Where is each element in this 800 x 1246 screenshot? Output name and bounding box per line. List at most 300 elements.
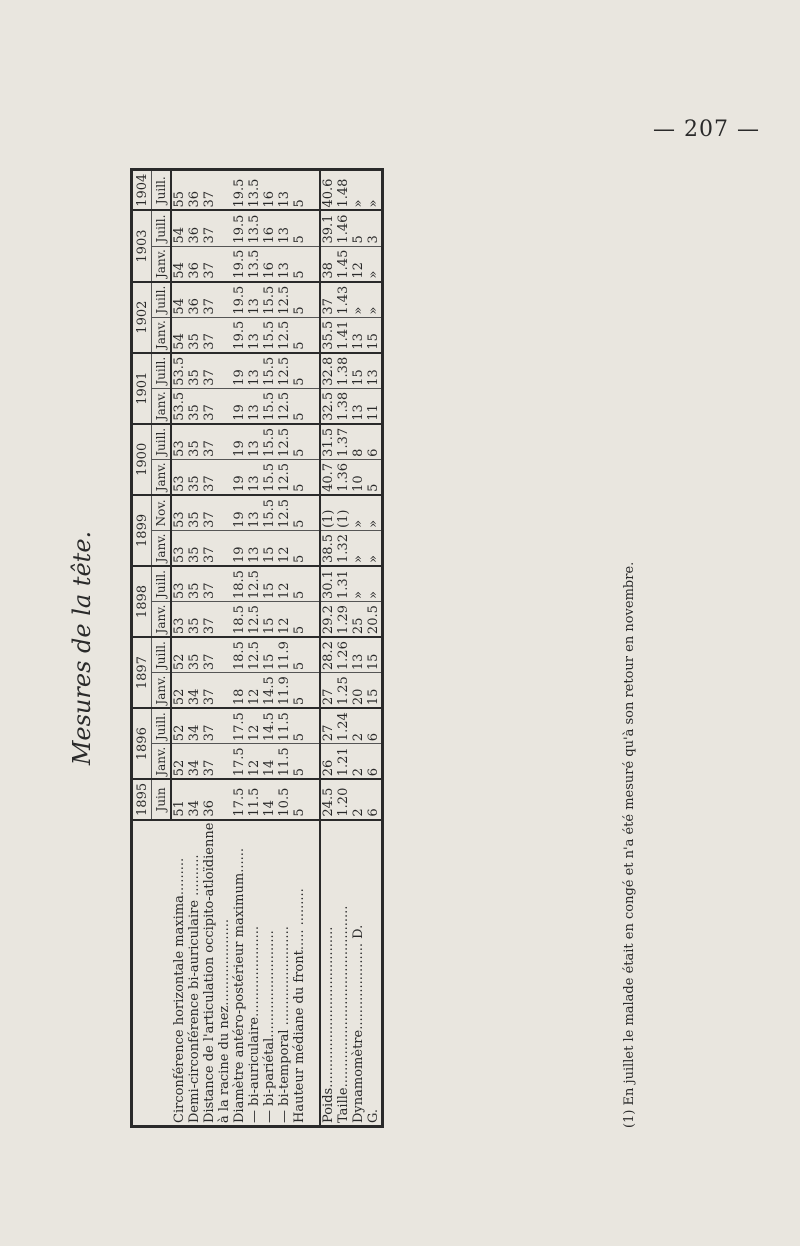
- value-cell: 24.5: [320, 779, 336, 819]
- spacer-cell: [307, 424, 320, 460]
- value-cell: 14: [262, 744, 277, 780]
- value-cell: 54: [171, 282, 187, 318]
- value-cell: [217, 637, 232, 673]
- value-cell: [217, 246, 232, 282]
- value-cell: 37: [202, 637, 217, 673]
- value-cell: 31.5: [320, 424, 336, 460]
- value-cell: (1): [320, 495, 336, 531]
- value-cell: 13.5: [247, 170, 262, 211]
- value-cell: 1.31: [336, 566, 351, 602]
- value-cell: 12: [277, 602, 292, 638]
- spacer-cell: [307, 170, 320, 211]
- table-row: [277, 170, 292, 1127]
- landscape-content: [68, 168, 637, 1128]
- value-cell: 37: [202, 388, 217, 424]
- value-cell: »: [366, 530, 383, 566]
- value-cell: 10.5: [277, 779, 292, 819]
- value-cell: 52: [171, 637, 187, 673]
- value-cell: 12: [247, 744, 262, 780]
- value-cell: 53: [171, 602, 187, 638]
- month-header: Janv.: [152, 744, 172, 780]
- value-cell: 6: [366, 424, 383, 460]
- month-header: Juill.: [152, 708, 172, 744]
- value-cell: 11.9: [277, 673, 292, 709]
- spacer-row: [307, 170, 320, 1127]
- value-cell: 12.5: [277, 282, 292, 318]
- value-cell: 1.25: [336, 673, 351, 709]
- value-cell: 35: [187, 459, 202, 495]
- value-cell: 2: [351, 779, 366, 819]
- value-cell: [217, 673, 232, 709]
- value-cell: 5: [292, 317, 307, 353]
- month-header: Juill.: [152, 637, 172, 673]
- row-label: Poids.......................................: [320, 820, 336, 1127]
- value-cell: 40.6: [320, 170, 336, 211]
- value-cell: 13: [366, 353, 383, 389]
- value-cell: 5: [292, 170, 307, 211]
- row-label: à la racine du nez.....................: [217, 820, 232, 1127]
- value-cell: 11.5: [277, 708, 292, 744]
- value-cell: 17.5: [232, 744, 247, 780]
- spacer-cell: [307, 637, 320, 673]
- value-cell: 34: [187, 708, 202, 744]
- measurements-table: [130, 168, 384, 1128]
- value-cell: 15.5: [262, 459, 277, 495]
- value-cell: 14.5: [262, 673, 277, 709]
- value-cell: 13: [247, 530, 262, 566]
- spacer-cell: [307, 246, 320, 282]
- row-label: — bi-auriculaire......................: [247, 820, 262, 1127]
- value-cell: 15.5: [262, 388, 277, 424]
- value-cell: 12.5: [277, 495, 292, 531]
- value-cell: 15: [262, 530, 277, 566]
- value-cell: 15.5: [262, 424, 277, 460]
- value-cell: 16: [262, 170, 277, 211]
- value-cell: [217, 317, 232, 353]
- row-label: Circonférence horizontale maxima.........: [171, 820, 187, 1127]
- value-cell: 11.5: [247, 779, 262, 819]
- table-row: [187, 170, 202, 1127]
- value-cell: 12.5: [277, 388, 292, 424]
- value-cell: 5: [292, 424, 307, 460]
- value-cell: 37: [202, 602, 217, 638]
- value-cell: 17.5: [232, 708, 247, 744]
- value-cell: 10: [351, 459, 366, 495]
- value-cell: [217, 708, 232, 744]
- value-cell: »: [366, 566, 383, 602]
- table-row: [247, 170, 262, 1127]
- table-row: [202, 170, 217, 1127]
- value-cell: 19: [232, 530, 247, 566]
- value-cell: 2: [351, 708, 366, 744]
- value-cell: 12.5: [277, 353, 292, 389]
- row-label: Taille............................................: [336, 820, 351, 1127]
- value-cell: 15: [366, 673, 383, 709]
- value-cell: 11.9: [277, 637, 292, 673]
- value-cell: 37: [202, 673, 217, 709]
- value-cell: 30.1: [320, 566, 336, 602]
- table-row: [292, 170, 307, 1127]
- row-label: G.: [366, 820, 383, 1127]
- value-cell: 5: [292, 779, 307, 819]
- year-header: 1898: [132, 566, 152, 637]
- value-cell: 37: [202, 566, 217, 602]
- year-header: 1900: [132, 424, 152, 495]
- value-cell: 13: [277, 211, 292, 247]
- month-header: Janv.: [152, 459, 172, 495]
- value-cell: 5: [292, 388, 307, 424]
- value-cell: 1.46: [336, 211, 351, 247]
- year-header: 1903: [132, 211, 152, 282]
- value-cell: 13: [351, 317, 366, 353]
- rotated-table-frame: [68, 168, 637, 1128]
- value-cell: 15: [366, 637, 383, 673]
- value-cell: 32.5: [320, 388, 336, 424]
- spacer-cell: [307, 779, 320, 819]
- value-cell: 35: [187, 637, 202, 673]
- spacer-cell: [307, 282, 320, 318]
- value-cell: 5: [292, 708, 307, 744]
- value-cell: 12.5: [277, 424, 292, 460]
- value-cell: 13: [247, 388, 262, 424]
- value-cell: »: [366, 170, 383, 211]
- table-body: [171, 170, 383, 1127]
- table-row: [262, 170, 277, 1127]
- value-cell: 13: [247, 495, 262, 531]
- value-cell: 26: [320, 744, 336, 780]
- value-cell: 2: [351, 744, 366, 780]
- value-cell: 12: [247, 673, 262, 709]
- value-cell: 1.20: [336, 779, 351, 819]
- value-cell: 36: [187, 211, 202, 247]
- spacer-cell: [307, 353, 320, 389]
- spacer-cell: [307, 602, 320, 638]
- value-cell: 14.5: [262, 708, 277, 744]
- value-cell: 35: [187, 353, 202, 389]
- value-cell: 1.26: [336, 637, 351, 673]
- spacer-cell: [307, 744, 320, 780]
- value-cell: 1.32: [336, 530, 351, 566]
- value-cell: 35: [187, 602, 202, 638]
- value-cell: 18.5: [232, 566, 247, 602]
- value-cell: »: [351, 566, 366, 602]
- table-row: [217, 170, 232, 1127]
- value-cell: 12.5: [247, 602, 262, 638]
- value-cell: 13: [247, 353, 262, 389]
- month-header: Juill.: [152, 566, 172, 602]
- value-cell: 15: [262, 602, 277, 638]
- value-cell: 6: [366, 744, 383, 780]
- month-header: Juill.: [152, 282, 172, 318]
- value-cell: 13.5: [247, 211, 262, 247]
- value-cell: 5: [292, 353, 307, 389]
- month-header: Janv.: [152, 602, 172, 638]
- value-cell: [217, 424, 232, 460]
- value-cell: 40.7: [320, 459, 336, 495]
- value-cell: 54: [171, 317, 187, 353]
- value-cell: 19: [232, 424, 247, 460]
- value-cell: 35: [187, 530, 202, 566]
- value-cell: 37: [202, 424, 217, 460]
- value-cell: 12.5: [247, 566, 262, 602]
- value-cell: 12: [247, 708, 262, 744]
- value-cell: 13: [247, 459, 262, 495]
- value-cell: 1.38: [336, 353, 351, 389]
- value-cell: 27: [320, 708, 336, 744]
- value-cell: 19: [232, 353, 247, 389]
- spacer-cell: [307, 388, 320, 424]
- value-cell: [217, 459, 232, 495]
- value-cell: 54: [171, 211, 187, 247]
- value-cell: 25: [351, 602, 366, 638]
- value-cell: 15: [351, 353, 366, 389]
- value-cell: 35.5: [320, 317, 336, 353]
- value-cell: 19.5: [232, 317, 247, 353]
- value-cell: 37: [202, 708, 217, 744]
- value-cell: 5: [292, 673, 307, 709]
- table-row: [232, 170, 247, 1127]
- value-cell: 52: [171, 744, 187, 780]
- value-cell: 13: [247, 424, 262, 460]
- value-cell: 12.5: [277, 317, 292, 353]
- value-cell: 19: [232, 388, 247, 424]
- value-cell: 34: [187, 673, 202, 709]
- value-cell: [217, 388, 232, 424]
- value-cell: 5: [351, 211, 366, 247]
- spacer-cell: [307, 708, 320, 744]
- value-cell: 1.36: [336, 459, 351, 495]
- spacer-cell: [307, 459, 320, 495]
- value-cell: 37: [202, 211, 217, 247]
- table-row: [336, 170, 351, 1127]
- value-cell: 37: [320, 282, 336, 318]
- value-cell: [217, 530, 232, 566]
- month-header: Juill.: [152, 170, 172, 211]
- value-cell: »: [351, 170, 366, 211]
- month-header: Janv.: [152, 530, 172, 566]
- value-cell: 12: [277, 566, 292, 602]
- spacer-cell: [307, 530, 320, 566]
- year-header: 1902: [132, 282, 152, 353]
- value-cell: [217, 495, 232, 531]
- value-cell: 6: [366, 708, 383, 744]
- value-cell: 5: [292, 530, 307, 566]
- table-row: [320, 170, 336, 1127]
- value-cell: 53: [171, 459, 187, 495]
- value-cell: 13: [277, 170, 292, 211]
- value-cell: 1.41: [336, 317, 351, 353]
- spacer-cell: [307, 211, 320, 247]
- value-cell: 39.1: [320, 211, 336, 247]
- year-header: 1901: [132, 353, 152, 424]
- value-cell: 36: [202, 779, 217, 819]
- table-row: [351, 170, 366, 1127]
- value-cell: 29.2: [320, 602, 336, 638]
- value-cell: 38: [320, 246, 336, 282]
- value-cell: 37: [202, 495, 217, 531]
- value-cell: 1.21: [336, 744, 351, 780]
- value-cell: 17.5: [232, 779, 247, 819]
- month-header: Juill.: [152, 211, 172, 247]
- page-title: Mesures de la tête.: [68, 530, 96, 766]
- value-cell: 18.5: [232, 602, 247, 638]
- value-cell: 34: [187, 744, 202, 780]
- value-cell: 8: [351, 424, 366, 460]
- value-cell: 5: [292, 495, 307, 531]
- value-cell: 15: [262, 566, 277, 602]
- value-cell: 14: [262, 779, 277, 819]
- value-cell: [217, 566, 232, 602]
- value-cell: 3: [366, 211, 383, 247]
- year-header-row: [132, 170, 152, 1127]
- value-cell: 15: [262, 637, 277, 673]
- value-cell: 5: [292, 246, 307, 282]
- spacer-cell: [307, 566, 320, 602]
- year-header: 1896: [132, 708, 152, 779]
- month-header: Janv.: [152, 388, 172, 424]
- value-cell: 55: [171, 170, 187, 211]
- value-cell: 35: [187, 566, 202, 602]
- value-cell: 37: [202, 282, 217, 318]
- spacer-cell: [307, 820, 320, 1127]
- spacer-cell: [307, 495, 320, 531]
- value-cell: »: [366, 246, 383, 282]
- value-cell: 19.5: [232, 282, 247, 318]
- value-cell: 5: [366, 459, 383, 495]
- month-header: Janv.: [152, 673, 172, 709]
- value-cell: 5: [292, 566, 307, 602]
- value-cell: 12: [351, 246, 366, 282]
- value-cell: 13: [351, 637, 366, 673]
- row-label: Hauteur médiane du front..... .........: [292, 820, 307, 1127]
- month-header: Juin: [152, 779, 172, 819]
- value-cell: 13: [247, 317, 262, 353]
- value-cell: 20.5: [366, 602, 383, 638]
- value-cell: 6: [366, 779, 383, 819]
- month-header: Janv.: [152, 246, 172, 282]
- value-cell: 15.5: [262, 353, 277, 389]
- value-cell: 32.8: [320, 353, 336, 389]
- table-row: [171, 170, 187, 1127]
- year-header: 1895: [132, 779, 152, 819]
- value-cell: 15: [366, 317, 383, 353]
- spacer-cell: [307, 673, 320, 709]
- value-cell: 36: [187, 170, 202, 211]
- value-cell: 35: [187, 388, 202, 424]
- value-cell: 15.5: [262, 282, 277, 318]
- footnote: (1) En juillet le malade était en congé et n'a été mesuré qu'à son retour en novembre.: [622, 561, 637, 1128]
- row-label: Diamètre antéro-postérieur maximum......: [232, 820, 247, 1127]
- value-cell: 1.29: [336, 602, 351, 638]
- value-cell: 37: [202, 170, 217, 211]
- value-cell: 1.45: [336, 246, 351, 282]
- value-cell: 38.5: [320, 530, 336, 566]
- value-cell: 35: [187, 424, 202, 460]
- value-cell: [217, 282, 232, 318]
- month-header: Janv.: [152, 317, 172, 353]
- value-cell: 12.5: [247, 637, 262, 673]
- value-cell: 20: [351, 673, 366, 709]
- value-cell: 53: [171, 566, 187, 602]
- month-header: Nov.: [152, 495, 172, 531]
- year-header: 1897: [132, 637, 152, 708]
- year-header: 1899: [132, 495, 152, 566]
- value-cell: 53: [171, 424, 187, 460]
- value-cell: 1.37: [336, 424, 351, 460]
- value-cell: 34: [187, 779, 202, 819]
- value-cell: 5: [292, 459, 307, 495]
- value-cell: 53.5: [171, 353, 187, 389]
- value-cell: 53: [171, 495, 187, 531]
- value-cell: [217, 744, 232, 780]
- value-cell: 35: [187, 495, 202, 531]
- value-cell: (1): [336, 495, 351, 531]
- value-cell: 13: [277, 246, 292, 282]
- value-cell: 52: [171, 708, 187, 744]
- value-cell: 19.5: [232, 170, 247, 211]
- value-cell: 12.5: [277, 459, 292, 495]
- value-cell: »: [366, 495, 383, 531]
- value-cell: [217, 602, 232, 638]
- year-header: 1904: [132, 170, 152, 211]
- value-cell: 37: [202, 744, 217, 780]
- value-cell: 36: [187, 282, 202, 318]
- value-cell: 11: [366, 388, 383, 424]
- value-cell: 51: [171, 779, 187, 819]
- value-cell: 1.43: [336, 282, 351, 318]
- row-label: Dynamomètre..................... D.: [351, 820, 366, 1127]
- value-cell: 5: [292, 282, 307, 318]
- value-cell: 37: [202, 530, 217, 566]
- row-label: — bi-pariétal..........................: [262, 820, 277, 1127]
- value-cell: 18.5: [232, 637, 247, 673]
- value-cell: [217, 211, 232, 247]
- value-cell: 28.2: [320, 637, 336, 673]
- value-cell: 53: [171, 530, 187, 566]
- value-cell: 37: [202, 246, 217, 282]
- value-cell: 19: [232, 495, 247, 531]
- value-cell: 5: [292, 637, 307, 673]
- value-cell: 18: [232, 673, 247, 709]
- value-cell: 19.5: [232, 246, 247, 282]
- value-cell: 5: [292, 602, 307, 638]
- value-cell: 1.24: [336, 708, 351, 744]
- value-cell: 37: [202, 317, 217, 353]
- value-cell: 15.5: [262, 495, 277, 531]
- value-cell: 54: [171, 246, 187, 282]
- value-cell: 53.5: [171, 388, 187, 424]
- value-cell: 13: [351, 388, 366, 424]
- value-cell: [217, 170, 232, 211]
- spacer-cell: [307, 317, 320, 353]
- value-cell: 52: [171, 673, 187, 709]
- value-cell: »: [351, 530, 366, 566]
- value-cell: 12: [277, 530, 292, 566]
- value-cell: »: [351, 282, 366, 318]
- value-cell: 1.38: [336, 388, 351, 424]
- value-cell: 19: [232, 459, 247, 495]
- page-number: — 207 —: [653, 117, 760, 142]
- row-label: Demi-circonférence bi-auriculaire ..........: [187, 820, 202, 1127]
- value-cell: 5: [292, 744, 307, 780]
- value-cell: 16: [262, 246, 277, 282]
- value-cell: 13.5: [247, 246, 262, 282]
- value-cell: 27: [320, 673, 336, 709]
- value-cell: 37: [202, 353, 217, 389]
- value-cell: 16: [262, 211, 277, 247]
- value-cell: 19.5: [232, 211, 247, 247]
- value-cell: 5: [292, 211, 307, 247]
